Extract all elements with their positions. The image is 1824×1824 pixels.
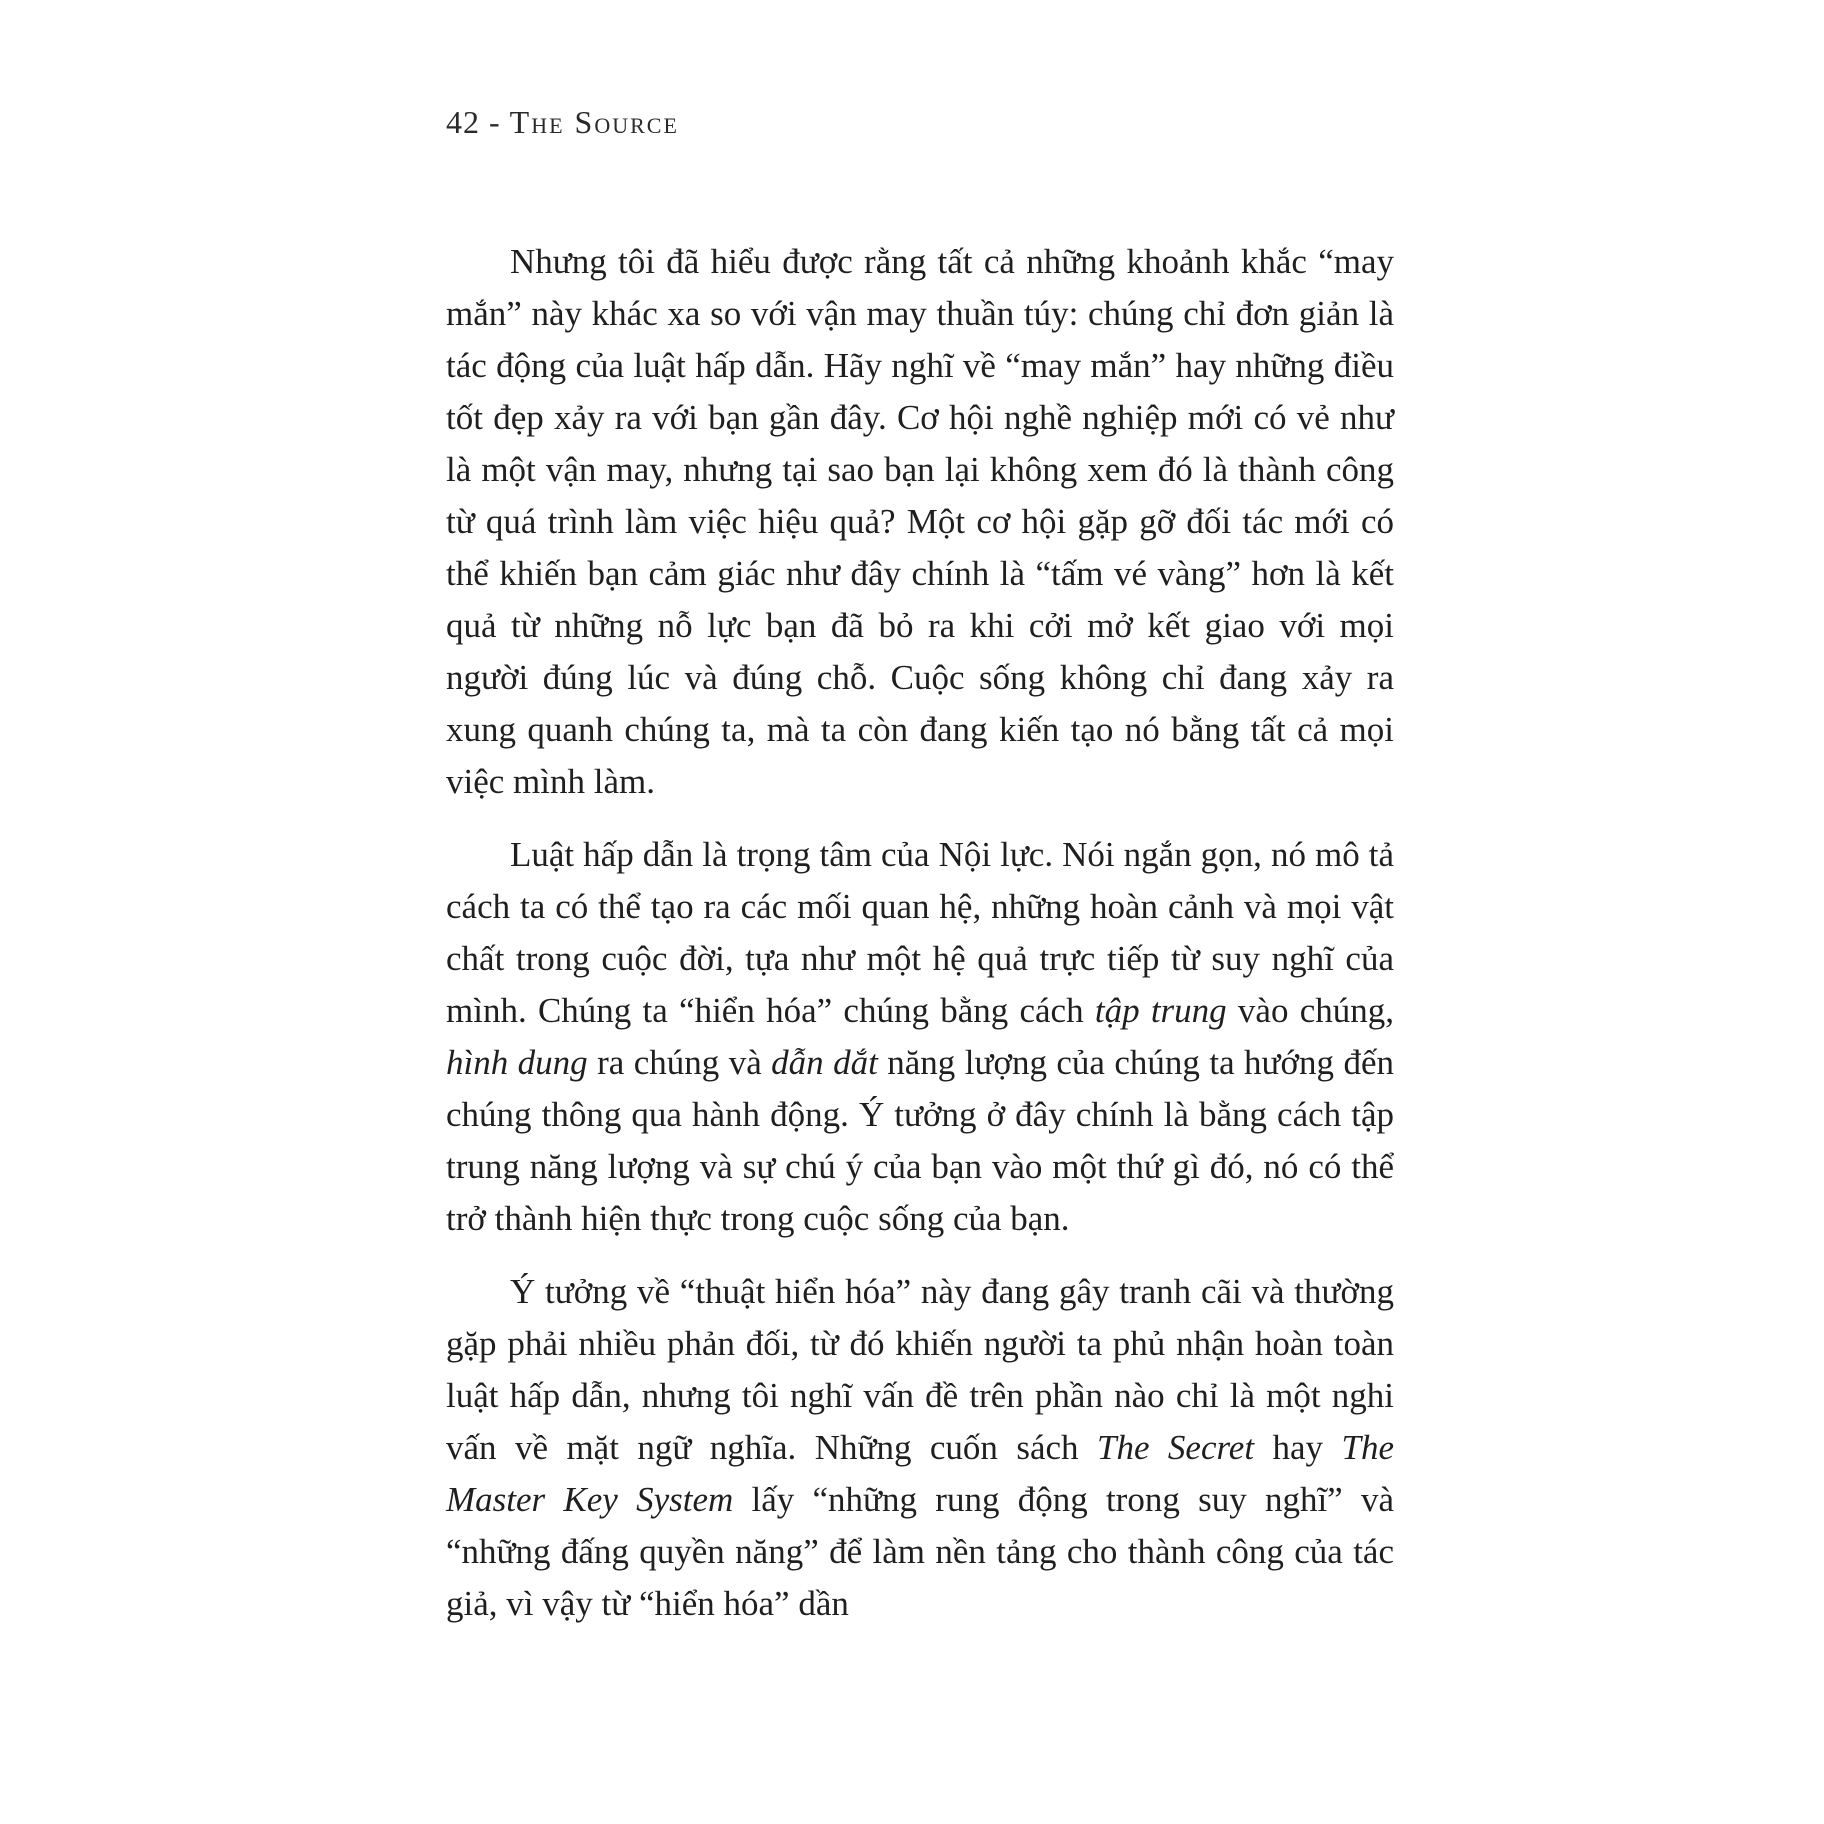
italic-text: tập trung (1094, 991, 1227, 1030)
italic-text: The Secret (1096, 1428, 1255, 1467)
paragraph (446, 829, 1394, 1245)
paragraph (446, 1266, 1394, 1630)
text-run: ra chúng và (587, 1043, 772, 1082)
text-run: hay (1254, 1428, 1342, 1467)
text-run: lấy “những rung động trong suy nghĩ” và “những đấng quyền năng” để làm nền tảng cho thành công của tác giả, vì vậy từ “hiển hóa” dần (446, 1480, 1394, 1623)
text-run: Ý tưởng về “thuật hiển hóa” này đang gây tranh cãi và thường gặp phải nhiều phản đối, từ đó khiến người ta phủ nhận hoàn toàn luật hấp dẫn, nhưng tôi nghĩ vấn đề trên phần nào chỉ là một nghi vấn về mặt ngữ nghĩa. Những cuốn sách (446, 1272, 1394, 1467)
text-run: Nhưng tôi đã hiểu được rằng tất cả những khoảnh khắc “may mắn” này khác xa so với vận may thuần túy: chúng chỉ đơn giản là tác động của luật hấp dẫn. Hãy nghĩ về “may mắn” hay những điều tốt đẹp xảy ra với bạn gần đây. Cơ hội nghề nghiệp mới có vẻ như là một vận may, nhưng tại sao bạn lại không xem đó là thành công từ quá trình làm việc hiệu quả? Một cơ hội gặp gỡ đối tác mới có thể khiến bạn cảm giác như đây chính là “tấm vé vàng” hơn là kết quả từ những nỗ lực bạn đã bỏ ra khi cởi mở kết giao với mọi người đúng lúc và đúng chỗ. Cuộc sống không chỉ đang xảy ra xung quanh chúng ta, mà ta còn đang kiến tạo nó bằng tất cả mọi việc mình làm. (446, 242, 1394, 801)
running-head (446, 104, 679, 141)
page-number: 42 (446, 104, 480, 140)
italic-text: The Master Key System (446, 1428, 1394, 1519)
italic-text: hình dung (446, 1043, 588, 1082)
italic-text: dẫn dắt (771, 1043, 878, 1082)
text-run: vào chúng, (1226, 991, 1394, 1030)
text-run: Luật hấp dẫn là trọng tâm của Nội lực. Nói ngắn gọn, nó mô tả cách ta có thể tạo ra các mối quan hệ, những hoàn cảnh và mọi vật chất trong cuộc đời, tựa như một hệ quả trực tiếp từ suy nghĩ của mình. Chúng ta “hiển hóa” chúng bằng cách (446, 835, 1394, 1030)
paragraph (446, 236, 1394, 808)
header-separator: - (489, 104, 501, 140)
body-text (446, 236, 1394, 1651)
text-run: năng lượng của chúng ta hướng đến chúng thông qua hành động. Ý tưởng ở đây chính là bằng cách tập trung năng lượng và sự chú ý của bạn vào một thứ gì đó, nó có thể trở thành hiện thực trong cuộc sống của bạn. (446, 1043, 1394, 1238)
book-title: The Source (509, 104, 679, 140)
